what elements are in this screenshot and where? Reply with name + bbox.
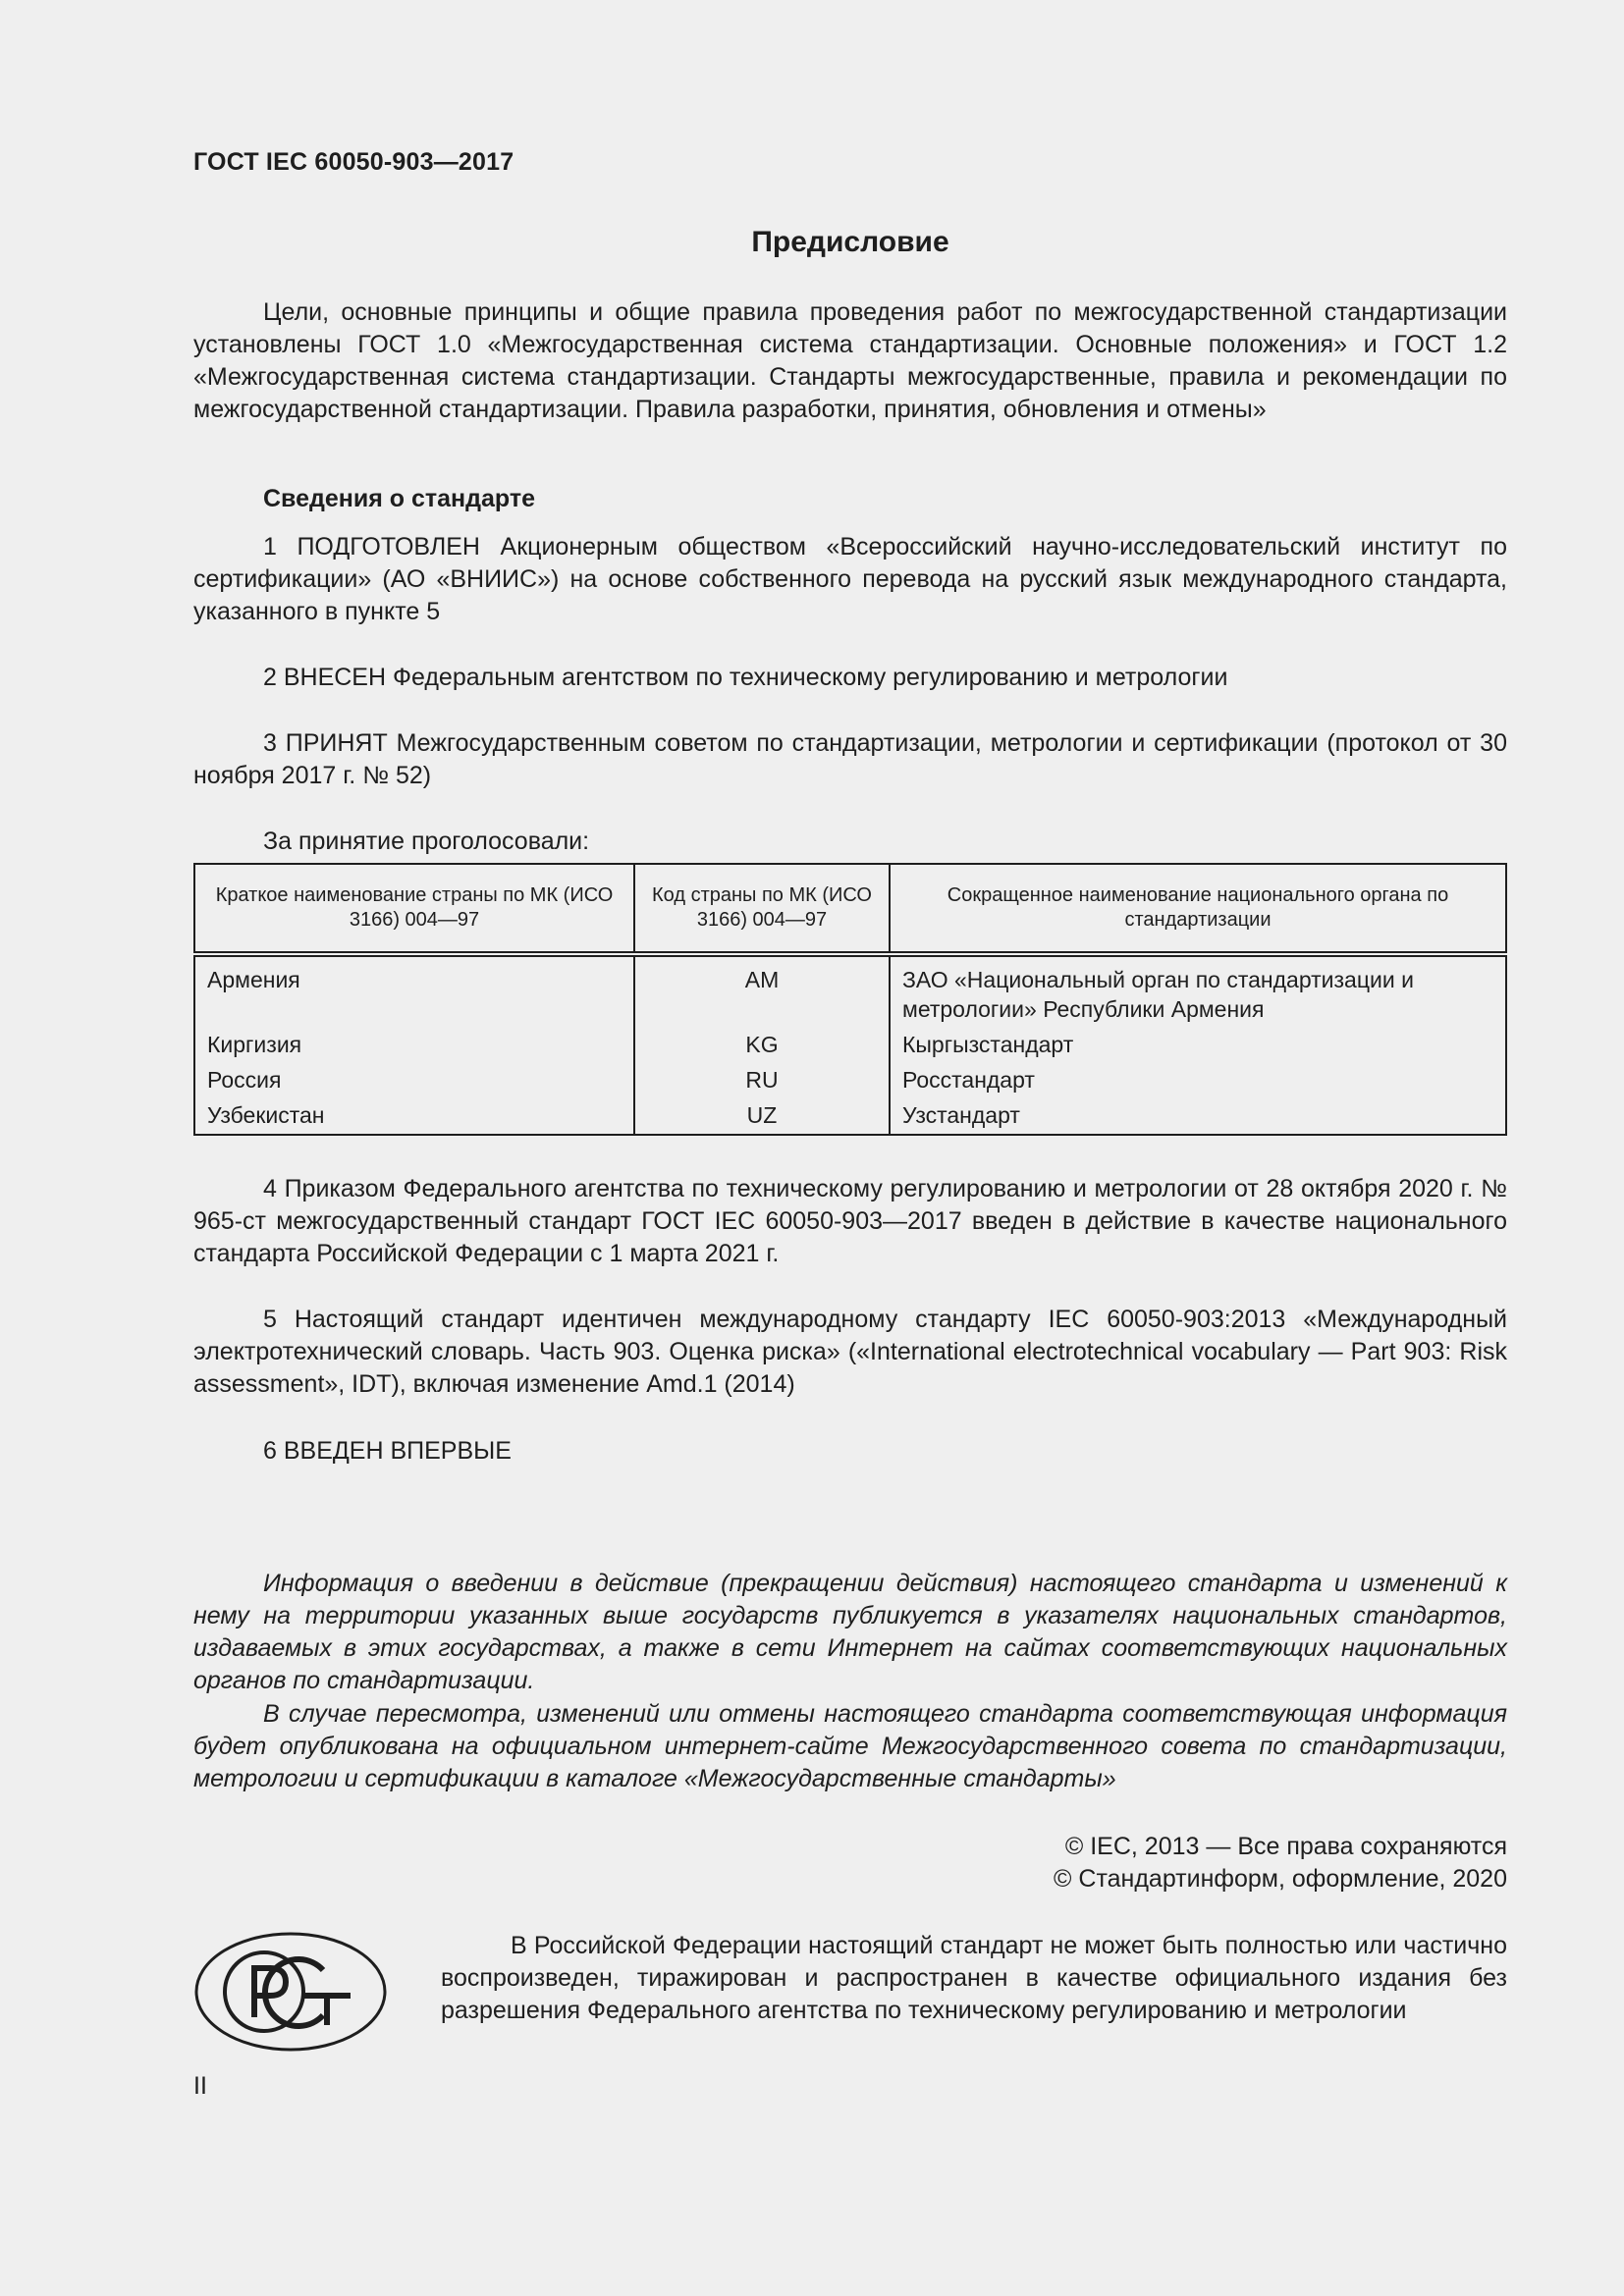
page-number: II [193, 2072, 207, 2100]
item-4-paragraph: 4 Приказом Федерального агентства по техническому регулированию и метрологии от 28 октября 2020 г. № 965-ст межгосударственный стандарт ГОСТ IEC 60050-903—2017 введен в действие в качестве национального стандарта Российской Федерации с 1 марта 2021 г. [193, 1175, 1507, 1267]
item-6-paragraph: 6 ВВЕДЕН ВПЕРВЫЕ [263, 1437, 512, 1465]
rst-certification-mark-icon [193, 1931, 388, 2053]
standard-code-header: ГОСТ IEC 60050-903—2017 [193, 148, 514, 176]
table-cell-body: Узстандарт [890, 1097, 1506, 1135]
voting-table [193, 863, 1507, 1136]
vote-label: За принятие проголосовали: [263, 828, 590, 855]
copyright-standartinform: © Стандартинформ, оформление, 2020 [1054, 1865, 1507, 1893]
table-cell-code: AM [634, 954, 890, 1027]
table-header-code: Код страны по МК (ИСО 3166) 004—97 [634, 864, 890, 954]
table-header-country: Краткое наименование страны по МК (ИСО 3166) 004—97 [194, 864, 634, 954]
table-cell-country: Узбекистан [194, 1097, 634, 1135]
table-cell-body: Кыргызстандарт [890, 1027, 1506, 1062]
item-5-paragraph: 5 Настоящий стандарт идентичен международному стандарту IEC 60050-903:2013 «Международный электротехнический словарь. Часть 903. Оценка риска» («International electrotechnical vocabulary — Part 903: Risk assessment», IDT), включая изменение Amd.1 (2014) [193, 1306, 1507, 1398]
section-heading: Сведения о стандарте [263, 485, 536, 512]
info-paragraph-1: Информация о введении в действие (прекращении действия) настоящего стандарта и изменений к нему на территории указанных выше государств публикуется в указателях национальных стандартов, издаваемых в этих государствах, а также в сети Интернет на сайтах соответствующих национальных органов по стандартизации. [193, 1570, 1507, 1694]
table-row [194, 1027, 1506, 1062]
table-row [194, 954, 1506, 1027]
table-cell-body: ЗАО «Национальный орган по стандартизации и метрологии» Республики Армения [890, 954, 1506, 1027]
copyright-iec: © IEC, 2013 — Все права сохраняются [1064, 1833, 1507, 1860]
table-cell-code: RU [634, 1062, 890, 1097]
intro-paragraph: Цели, основные принципы и общие правила проведения работ по межгосударственной стандартизации установлены ГОСТ 1.0 «Межгосударственная система стандартизации. Основные положения» и ГОСТ 1.2 «Межгосударственная система стандартизации. Стандарты межгосударственные, правила и рекомендации по межгосударственной стандартизации. Правила разработки, принятия, обновления и отмены» [193, 298, 1507, 423]
table-cell-body: Росстандарт [890, 1062, 1506, 1097]
table-cell-country: Россия [194, 1062, 634, 1097]
page-title: Предисловие [751, 226, 949, 258]
table-header-body: Сокращенное наименование национального органа по стандартизации [890, 864, 1506, 954]
document-page [193, 0, 1507, 2296]
table-cell-code: KG [634, 1027, 890, 1062]
item-3-paragraph: 3 ПРИНЯТ Межгосударственным советом по стандартизации, метрологии и сертификации (протокол от 30 ноября 2017 г. № 52) [193, 729, 1507, 789]
item-2-paragraph: 2 ВНЕСЕН Федеральным агентством по техническому регулированию и метрологии [263, 664, 1228, 691]
item-1-paragraph: 1 ПОДГОТОВЛЕН Акционерным обществом «Всероссийский научно-исследовательский институт по сертификации» (АО «ВНИИС») на основе собственного перевода на русский язык международного стандарта, указанного в пункте 5 [193, 533, 1507, 625]
table-cell-code: UZ [634, 1097, 890, 1135]
info-paragraph-2: В случае пересмотра, изменений или отмены настоящего стандарта соответствующая информация будет опубликована на официальном интернет-сайте Межгосударственного совета по стандартизации, метрологии и сертификации в каталоге «Межгосударственные стандарты» [193, 1700, 1507, 1792]
table-cell-country: Киргизия [194, 1027, 634, 1062]
table-cell-country: Армения [194, 954, 634, 1027]
table-header-row [194, 864, 1506, 954]
table-row [194, 1097, 1506, 1135]
table-row [194, 1062, 1506, 1097]
rf-reproduction-notice: В Российской Федерации настоящий стандарт не может быть полностью или частично воспроизведен, тиражирован и распространен в качестве официального издания без разрешения Федерального агентства по техническому регулированию и метрологии [441, 1932, 1507, 2024]
